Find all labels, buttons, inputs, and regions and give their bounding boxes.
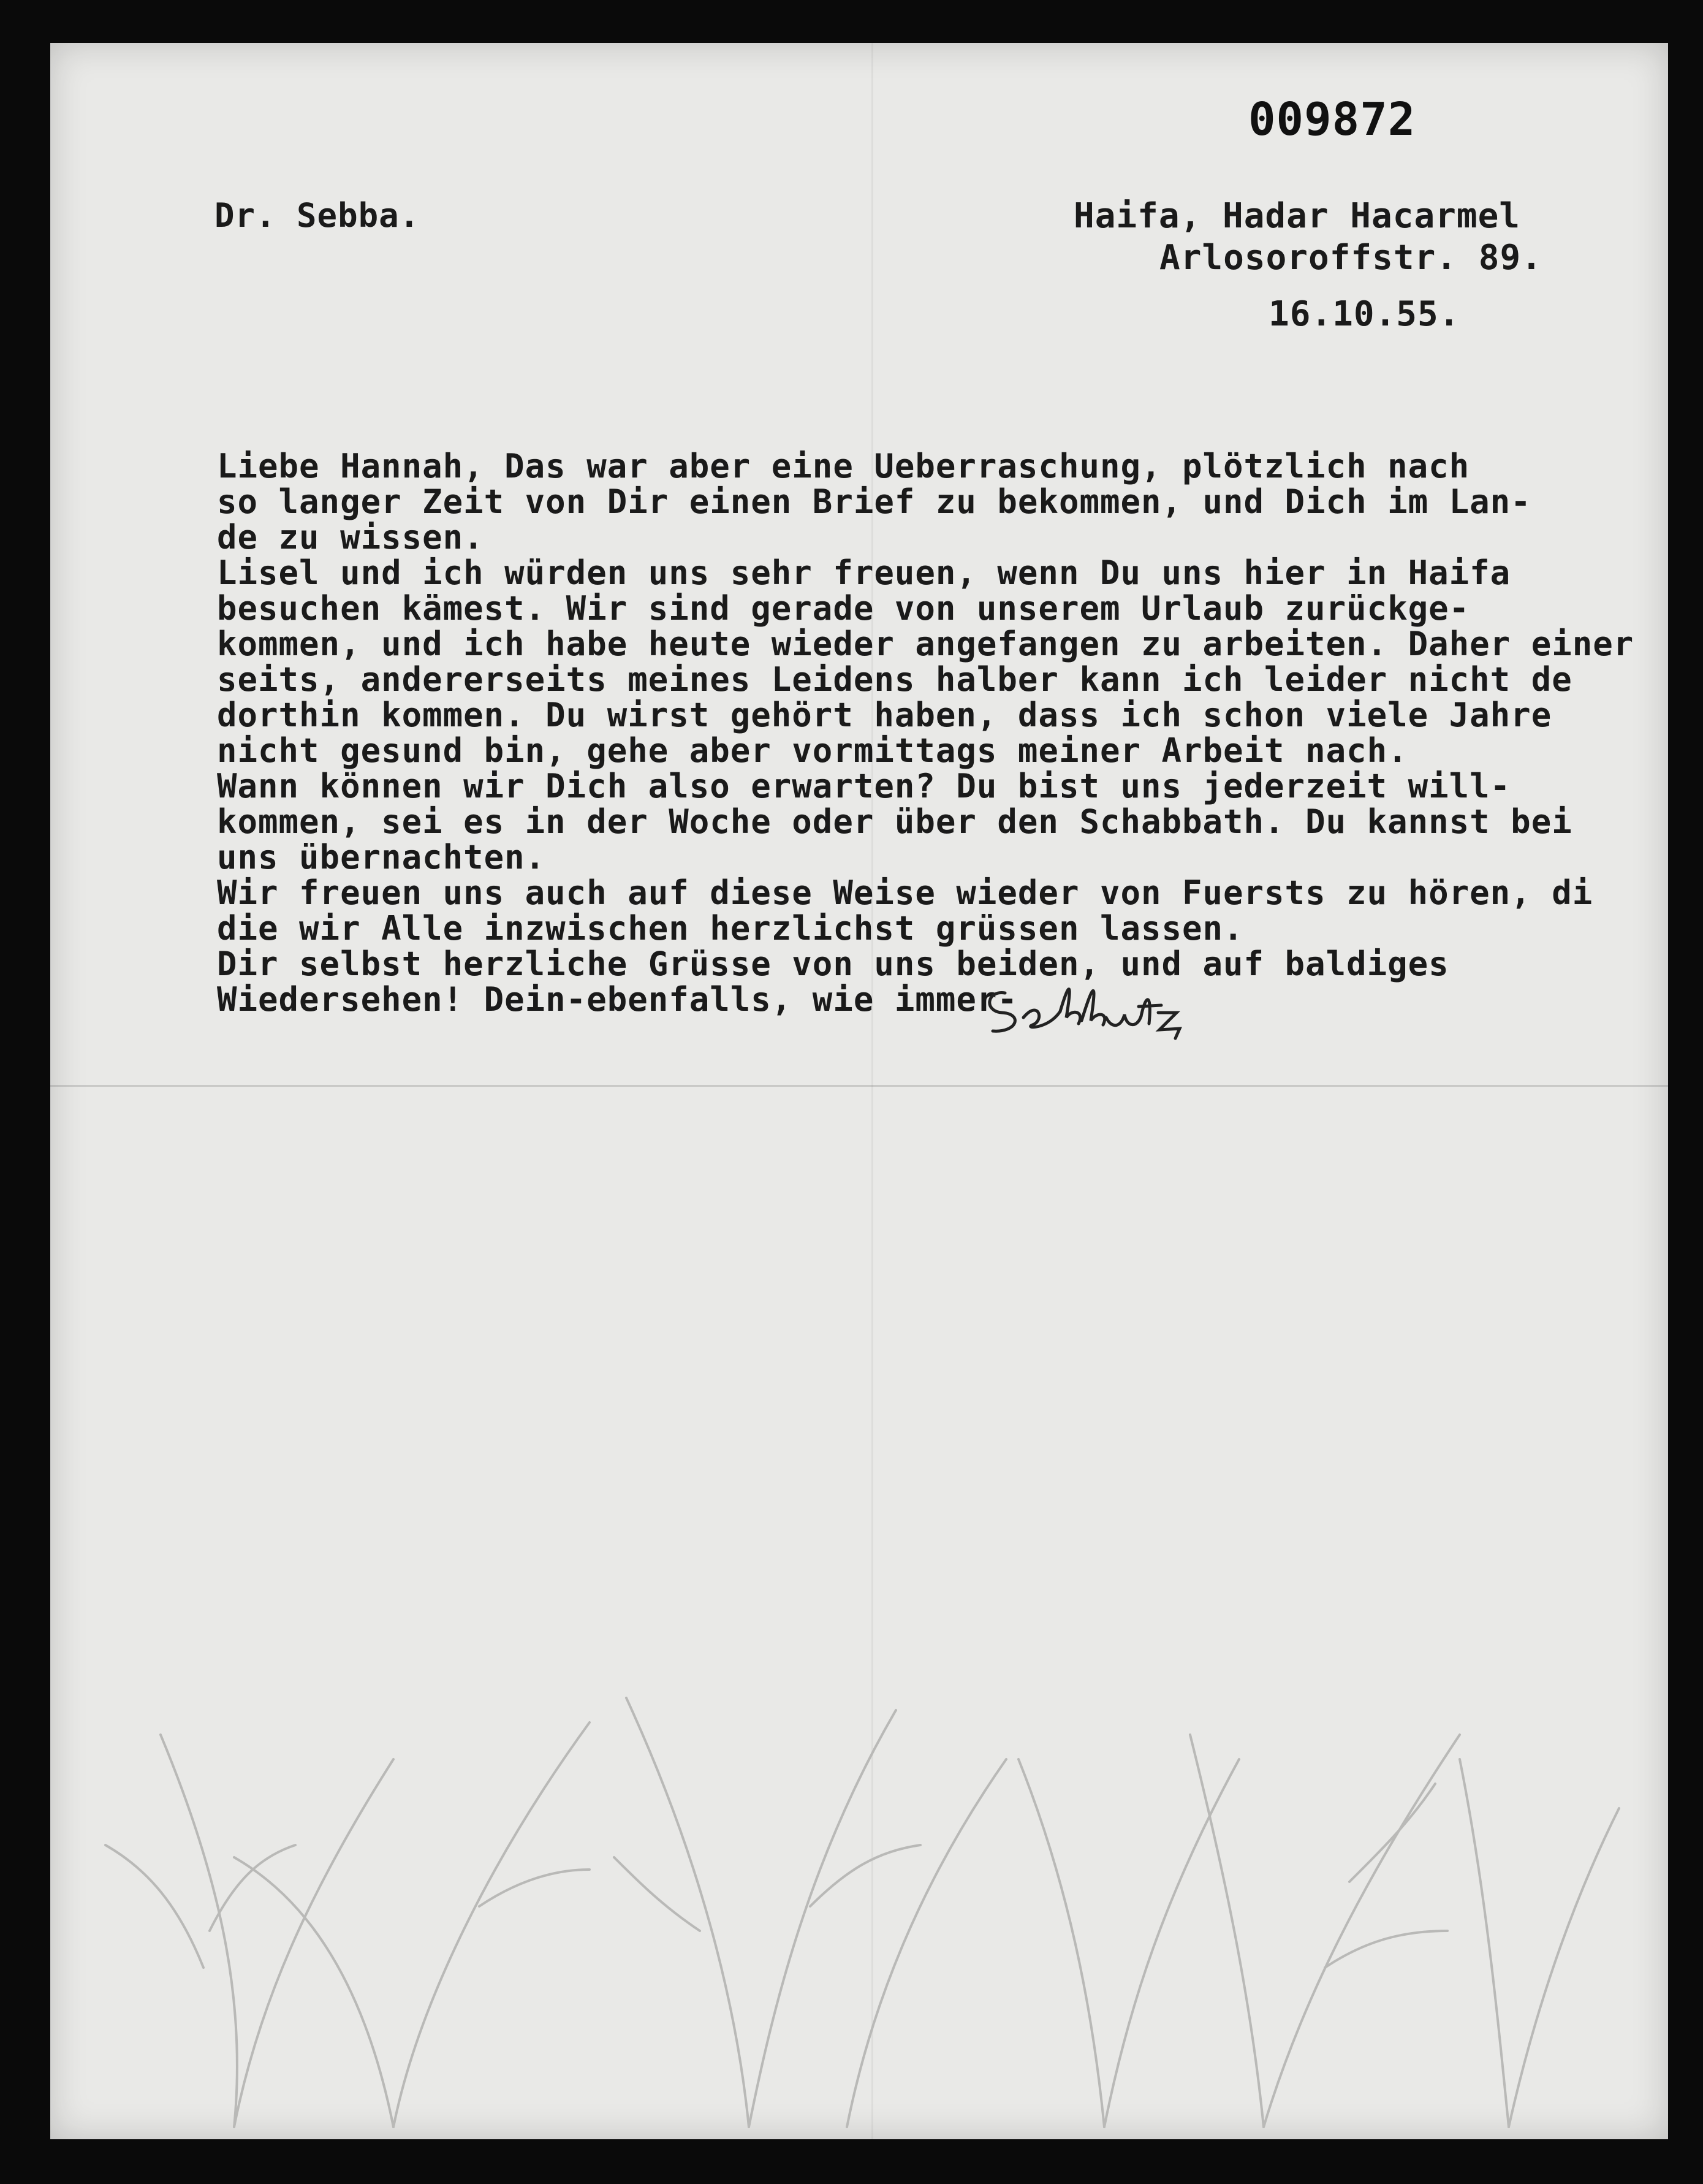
body-line: nicht gesund bin, gehe aber vormittags meiner Arbeit nach. bbox=[217, 731, 1408, 770]
body-line: Wiedersehen! Dein-ebenfalls, wie immer- bbox=[217, 980, 1018, 1019]
letter-sheet bbox=[50, 43, 1668, 2139]
handwritten-signature bbox=[980, 975, 1238, 1042]
body-line: Liebe Hannah, Das war aber eine Ueberraschung, plötzlich nach bbox=[217, 447, 1470, 485]
body-line: besuchen kämest. Wir sind gerade von unserem Urlaub zurückge- bbox=[217, 589, 1470, 628]
body-line: kommen, sei es in der Woche oder über den Schabbath. Du kannst bei bbox=[217, 802, 1572, 841]
body-line: dorthin kommen. Du wirst gehört haben, dass ich schon viele Jahre bbox=[217, 696, 1552, 734]
body-line: uns übernachten. bbox=[217, 838, 546, 877]
body-line: so langer Zeit von Dir einen Brief zu bekommen, und Dich im Lan- bbox=[217, 482, 1531, 521]
body-line: Dir selbst herzliche Grüsse von uns beiden, und auf baldiges bbox=[217, 945, 1449, 983]
body-line: kommen, und ich habe heute wieder angefangen zu arbeiten. Daher einer bbox=[217, 625, 1634, 663]
address-line-1: Haifa, Hadar Hacarmel bbox=[1074, 196, 1521, 236]
body-line: Lisel und ich würden uns sehr freuen, wenn Du uns hier in Haifa bbox=[217, 554, 1511, 592]
address-line-2: Arlosoroffstr. 89. bbox=[1159, 238, 1542, 278]
document-number: 009872 bbox=[1248, 93, 1416, 146]
letter-date: 16.10.55. bbox=[1269, 294, 1460, 334]
body-line: die wir Alle inzwischen herzlichst grüssen lassen. bbox=[217, 909, 1244, 948]
body-line: Wann können wir Dich also erwarten? Du bist uns jederzeit will- bbox=[217, 767, 1511, 805]
fold-line-horizontal bbox=[50, 1085, 1668, 1087]
sender-name: Dr. Sebba. bbox=[214, 196, 420, 235]
body-line: Wir freuen uns auch auf diese Weise wieder von Fuersts zu hören, di bbox=[217, 873, 1593, 912]
body-line: de zu wissen. bbox=[217, 518, 484, 557]
body-line: seits, andererseits meines Leidens halber kann ich leider nicht de bbox=[217, 660, 1572, 699]
watermark-grass-drawing bbox=[50, 1539, 1668, 2139]
